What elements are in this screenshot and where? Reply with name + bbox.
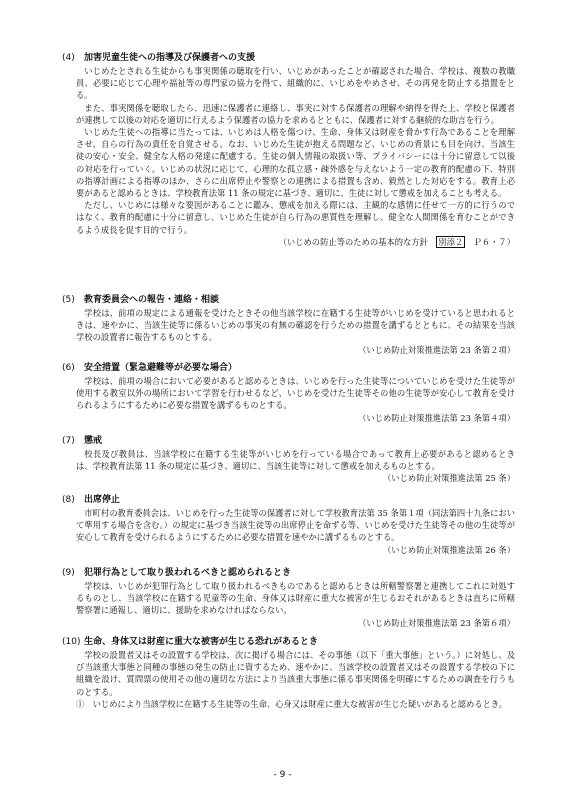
paragraph: 校長及び教員は、当該学校に在籍する生徒等がいじめを行っている場合であって教育上必要があると認めるときは、学校教育法第 11 条の規定に基づき、適切に、当該生徒等に対して懲戒を加えるものとする。: [76, 449, 515, 472]
paragraph: 学校の設置者又はその設置する学校は、次に掲げる場合には、その事態（以下「重大事態」という。）に対処し、及び当該重大事態と同種の事態の発生の防止に資するため、速やかに、当該学校の設置者又はその設置する学校の下に組織を設け、質問票の使用その他の適切な方法により当該重大事態に係る事実関係を明確にするための調査を行うものとする。: [76, 650, 515, 697]
section-4-heading: [62, 52, 515, 65]
section-7-heading: [62, 435, 515, 448]
section-8-heading: [62, 494, 515, 507]
paragraph: 学校は、前項の規定による通報を受けたときその他当該学校に在籍する生徒等がいじめを受けていると思われるときは、速やかに、当該生徒等に係るいじめの事実の有無の確認を行うための措置を講ずるとともに、その結果を当該学校の設置者に報告するものとする。: [76, 308, 515, 343]
paragraph: 学校は、前項の場合において必要があると認めるときは、いじめを行った生徒等についていじめを受けた生徒等が使用する教室以外の場所において学習を行わせるなど、いじめを受けた生徒等その他の生徒等が安心して教育を受けられるようにするために必要な措置を講ずるものとする。: [76, 376, 515, 411]
section-7: [62, 435, 515, 485]
paragraph: 学校は、いじめが犯罪行為として取り扱われるべきものであると認めるときは所轄警察署と連携してこれに対処するものとし、当該学校に在籍する児童等の生命、身体又は財産に重大な被害が生じるおそれがあるときは直ちに所轄警察署に通報し、適切に、援助を求めなければならない。: [76, 581, 515, 616]
source-citation: （いじめ防止対策推進法第 23 条第６項）: [358, 617, 515, 628]
section-number: (5): [62, 295, 75, 305]
attachment-box: 別添２: [438, 236, 464, 247]
section-8: [62, 494, 515, 556]
section-title: 生命、身体又は財産に重大な被害が生じる恐れがあるとき: [84, 637, 319, 647]
section-6-heading: [62, 362, 515, 375]
section-title: 犯罪行為として取り扱われるべきと認められるとき: [84, 568, 292, 578]
paragraph: いじめた生徒への指導に当たっては、いじめは人格を傷つけ、生命、身体又は財産を脅かす行為であることを理解させ、自らの行為の責任を自覚させる。なお、いじめた生徒が抱える問題など、いじめの背景にも目を向け、当該生徒の安心・安全、健全な人格の発達に配慮する。生徒の個人情報の取扱い等、プライバシーには十分に留意して以後の対応を行っていく。いじめの状況に応じて、心理的な孤立感・疎外感を与えないよう一定の教育的配慮の下、特別の指導計画による指導のほか、さらに出席停止や警察との連携による措置も含め、毅然とした対応をする。教育上必要があると認めるときは、学校教育法第 11 条の規定に基づき、適切に、生徒に対して懲戒を加えることも考える。: [76, 127, 515, 199]
source-citation: （いじめ防止対策推進法第 26 条）: [383, 544, 515, 555]
source-citation: （いじめの防止等のための基本的な方針 別添２ Ｐ６・７）: [278, 236, 515, 247]
section-number: (8): [62, 495, 75, 505]
source-citation: （いじめ防止対策推進法第 23 条第２項）: [358, 344, 515, 355]
item-marker: ①: [76, 698, 85, 709]
section-number: (6): [62, 363, 75, 373]
section-4: [62, 52, 515, 248]
section-title: 加害児童生徒への指導及び保護者への支援: [84, 53, 256, 63]
section-9: [62, 567, 515, 629]
section-10: [62, 636, 515, 710]
section-title: 出席停止: [84, 495, 121, 505]
section-number: (7): [62, 436, 75, 446]
section-title: 教育委員会への報告・連絡・相談: [84, 295, 220, 305]
source-citation: （いじめ防止対策推進法第 25 条）: [383, 473, 515, 484]
section-9-heading: [62, 567, 515, 580]
item-text: いじめにより当該学校に在籍する生徒等の生命、心身又は財産に重大な被害が生じた疑いがあると認めるとき。: [92, 698, 508, 709]
section-5: [62, 294, 515, 356]
section-number: (4): [62, 53, 75, 63]
source-citation: （いじめ防止対策推進法第 23 条第４項）: [358, 412, 515, 423]
section-title: 懲戒: [84, 436, 103, 446]
section-number: (9): [62, 568, 75, 578]
paragraph: ただし、いじめには様々な要因があることに鑑み、懲戒を加える際には、主観的な感情に任せて一方的に行うのではなく、教育的配慮に十分に留意し、いじめた生徒が自ら行為の悪質性を理解し、健全な人間関係を育むことができるよう成長を促す目的で行う。: [76, 200, 515, 235]
paragraph: いじめたとされる生徒からも事実関係の聴取を行い、いじめがあったことが確認された場合、学校は、複数の教職員、必要に応じて心理や福祉等の専門家の協力を得て、組織的に、いじめをやめさせ、その再発を防止する措置をとる。: [76, 66, 515, 101]
page-number: - 9 -: [273, 770, 292, 780]
section-5-heading: [62, 294, 515, 307]
section-10-heading: [62, 636, 515, 649]
paragraph: 市町村の教育委員会は、いじめを行った生徒等の保護者に対して学校教育法第 35 条第１項（同法第四十九条において準用する場合を含む。）の規定に基づき当該生徒等の出席停止を命ずる等、いじめを受けた生徒等その他の生徒等が安心して教育を受けられるようにするために必要な措置を速やかに講ずるものとする。: [76, 508, 515, 543]
section-number: (10): [62, 637, 81, 647]
paragraph: また、事実関係を聴取したら、迅速に保護者に連絡し、事実に対する保護者の理解や納得を得た上、学校と保護者が連携して以後の対応を適切に行えるよう保護者の協力を求めるとともに、保護者に対する継続的な助言を行う。: [76, 102, 515, 125]
section-6: [62, 362, 515, 424]
list-item: [76, 698, 515, 710]
section-title: 安全措置（緊急避難等が必要な場合）: [84, 363, 238, 373]
